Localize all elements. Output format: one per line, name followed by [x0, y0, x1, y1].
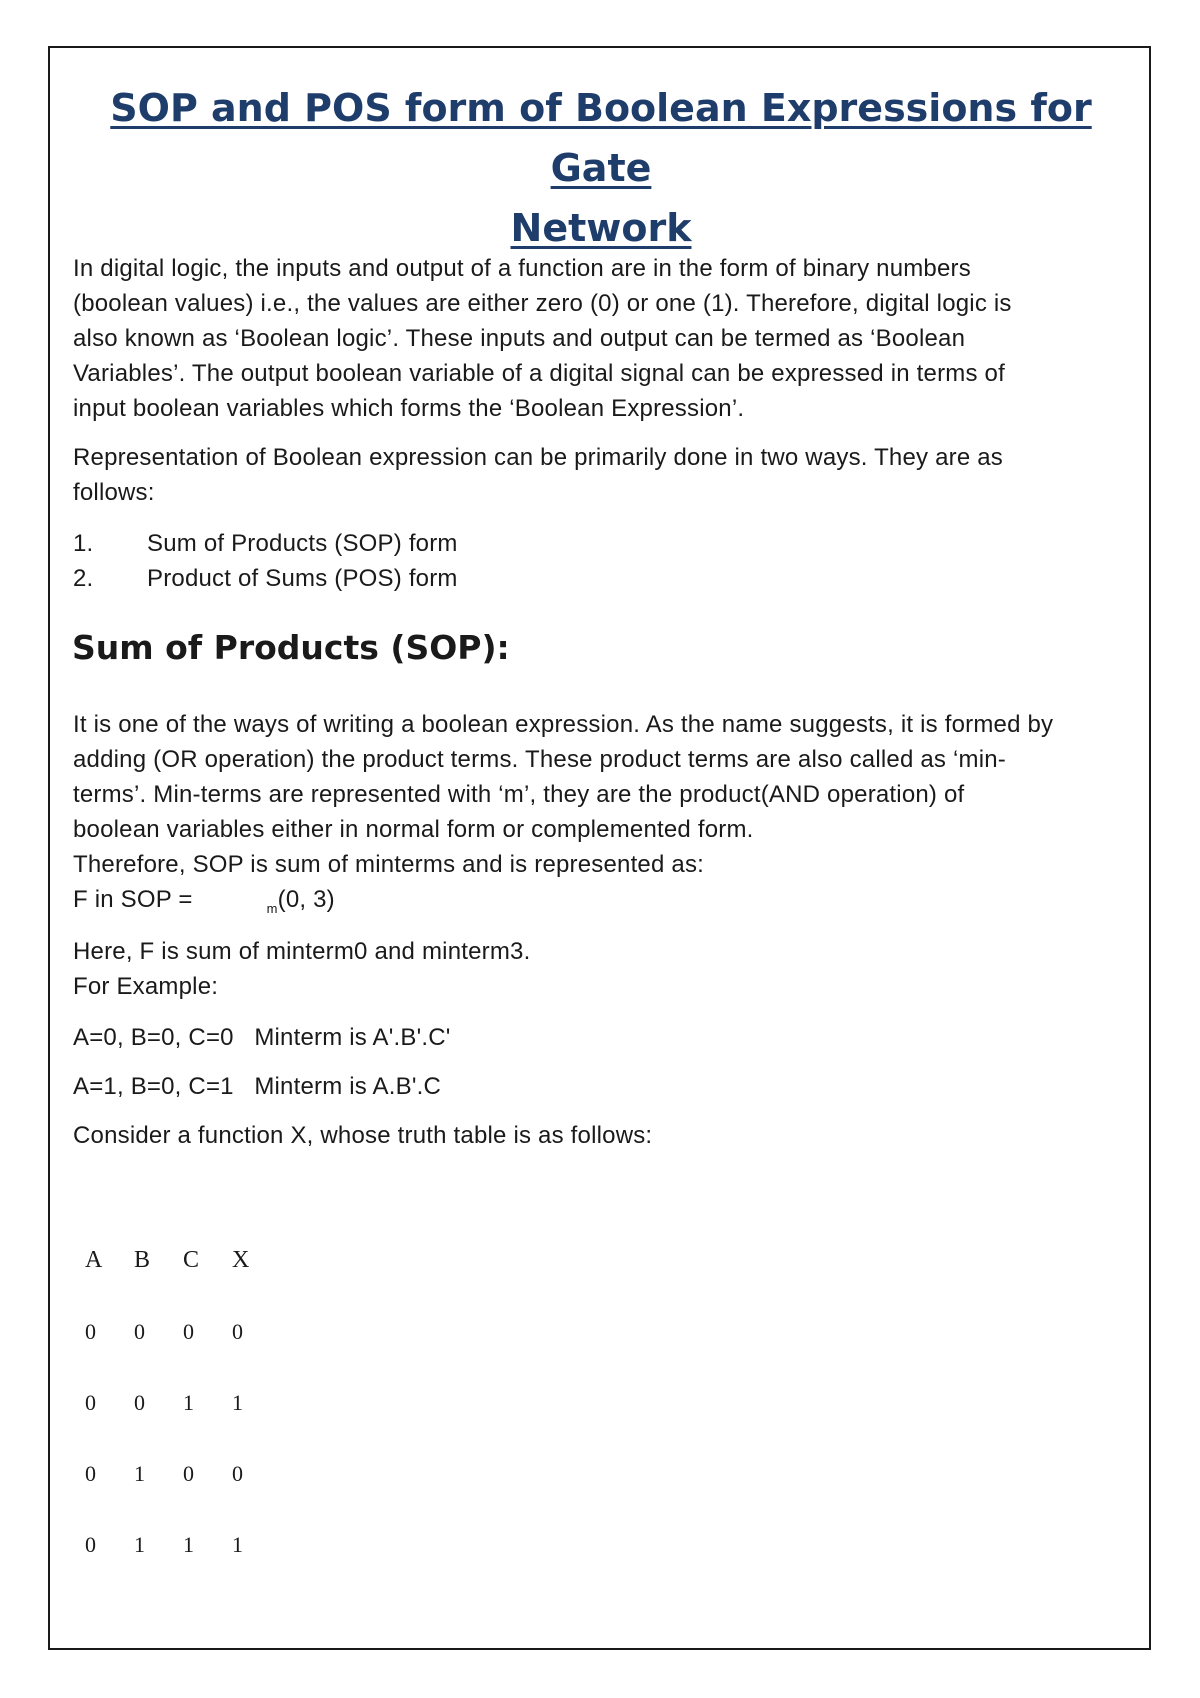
table-cell: 0 — [232, 1460, 243, 1486]
table-cell: 0 — [85, 1318, 96, 1344]
text-line: boolean variables either in normal form or complemented form. — [73, 816, 754, 843]
table-cell: 0 — [85, 1460, 96, 1486]
formula-subscript: m — [266, 901, 278, 916]
title-line-1: SOP and POS form of Boolean Expressions for Gate — [110, 86, 1092, 190]
column-header: X — [232, 1247, 250, 1273]
table-header-row — [85, 1225, 281, 1296]
page-title — [56, 78, 1146, 258]
table-cell: 1 — [183, 1531, 194, 1557]
list-text: Product of Sums (POS) form — [147, 565, 458, 592]
text-line: (boolean values) i.e., the values are either zero (0) or one (1). Therefore, digital logic is — [73, 290, 1012, 317]
example-result: Minterm is A.B'.C — [254, 1073, 442, 1100]
text-line: Variables’. The output boolean variable of a digital signal can be expressed in terms of — [73, 360, 1005, 387]
table-cell: 0 — [183, 1318, 194, 1344]
table-cell: 0 — [85, 1389, 96, 1415]
example-result: Minterm is A'.B'.C' — [254, 1024, 451, 1051]
formula — [73, 882, 1053, 920]
text-line: Here, F is sum of minterm0 and minterm3. — [73, 938, 531, 965]
formula-args: (0, 3) — [277, 886, 335, 913]
example-intro — [73, 934, 530, 1004]
column-header: A — [85, 1247, 103, 1273]
table-cell: 1 — [134, 1531, 145, 1557]
text-line: Therefore, SOP is sum of minterms and is represented as: — [73, 851, 705, 878]
table-cell: 0 — [134, 1389, 145, 1415]
text-line: Representation of Boolean expression can be primarily done in two ways. They are as — [73, 444, 1003, 471]
representation-paragraph — [73, 440, 1003, 510]
column-header: C — [183, 1247, 200, 1273]
text-line: It is one of the ways of writing a boolean expression. As the name suggests, it is formed by — [73, 711, 1054, 738]
truth-table — [85, 1225, 281, 1580]
list-text: Sum of Products (SOP) form — [147, 530, 458, 557]
formula-label: F in SOP = — [73, 886, 193, 913]
table-cell: 0 — [183, 1460, 194, 1486]
list-item — [73, 561, 458, 596]
column-header: B — [134, 1247, 151, 1273]
text-line: follows: — [73, 479, 155, 506]
example-2 — [73, 1069, 441, 1104]
table-cell: 0 — [85, 1531, 96, 1557]
table-cell: 1 — [232, 1389, 243, 1415]
table-cell: 1 — [134, 1460, 145, 1486]
example-1 — [73, 1020, 451, 1055]
table-row — [85, 1296, 281, 1367]
table-cell: 1 — [232, 1531, 243, 1557]
text-line: For Example: — [73, 973, 219, 1000]
intro-paragraph — [73, 251, 1012, 426]
text-line: also known as ‘Boolean logic’. These inputs and output can be termed as ‘Boolean — [73, 325, 966, 352]
sop-heading: Sum of Products (SOP): — [72, 628, 510, 667]
list-number: 2. — [73, 565, 94, 592]
table-row — [85, 1367, 281, 1438]
forms-list — [73, 526, 458, 596]
text-line: adding (OR operation) the product terms. These product terms are also called as ‘min- — [73, 746, 1006, 773]
consider-text: Consider a function X, whose truth table is as follows: — [73, 1122, 653, 1149]
text-line: input boolean variables which forms the ‘Boolean Expression’. — [73, 395, 745, 422]
example-inputs: A=1, B=0, C=1 — [73, 1073, 234, 1100]
table-cell: 0 — [232, 1318, 243, 1344]
text-line: terms’. Min-terms are represented with ‘m’, they are the product(AND operation) of — [73, 781, 965, 808]
text-line: In digital logic, the inputs and output of a function are in the form of binary numbers — [73, 255, 971, 282]
table-cell: 1 — [183, 1389, 194, 1415]
table-row — [85, 1438, 281, 1509]
sop-paragraph — [73, 707, 1053, 920]
table-row — [85, 1509, 281, 1580]
title-line-2: Network — [510, 206, 692, 250]
list-item — [73, 526, 458, 561]
table-cell: 0 — [134, 1318, 145, 1344]
list-number: 1. — [73, 530, 94, 557]
example-inputs: A=0, B=0, C=0 — [73, 1024, 234, 1051]
